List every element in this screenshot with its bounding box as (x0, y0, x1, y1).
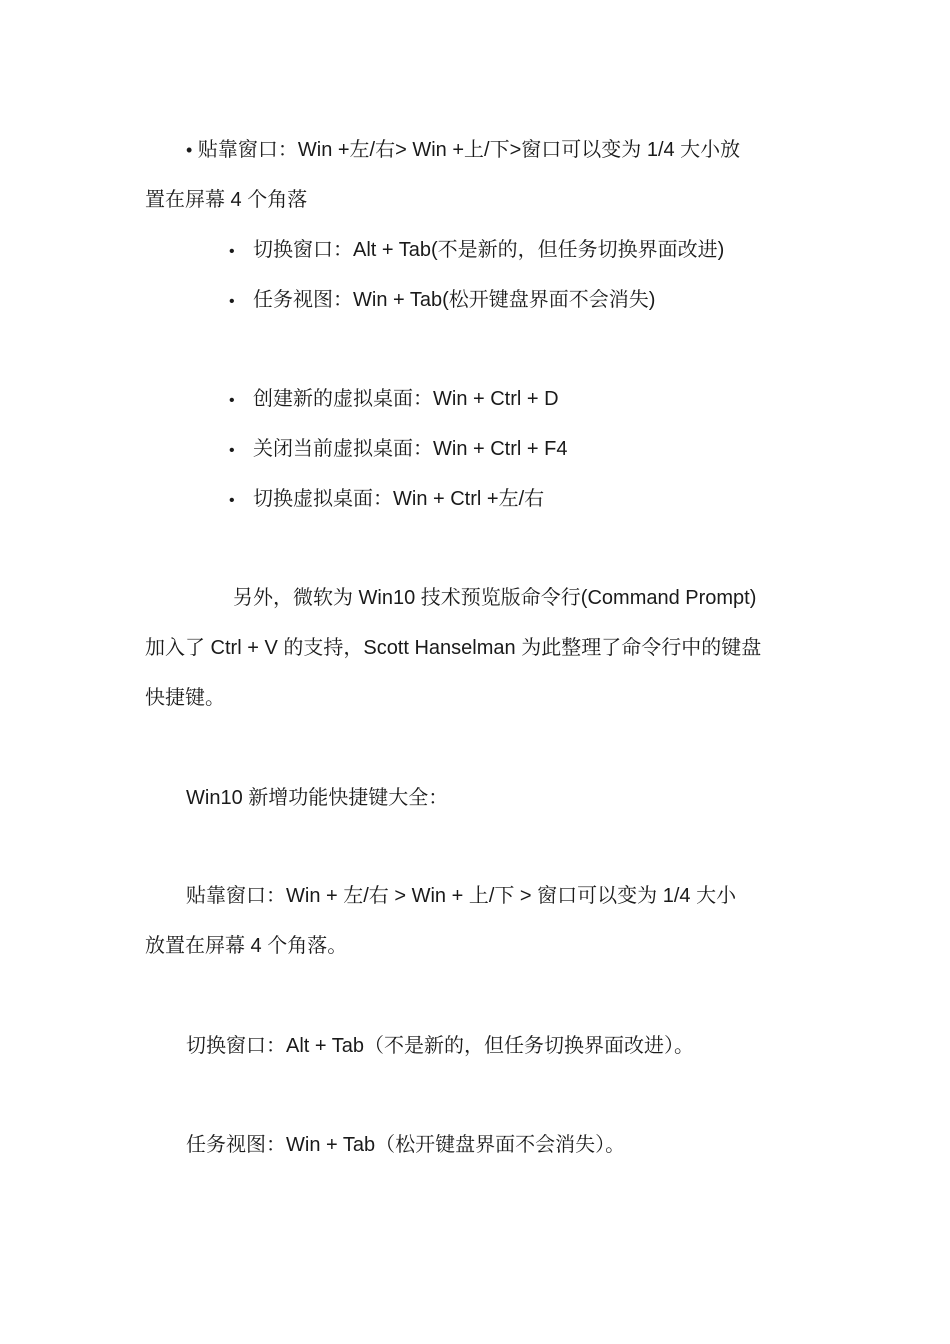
list-item (229, 286, 655, 314)
list-item (229, 385, 559, 413)
section-heading: Win10 新增功能快捷键大全： (186, 787, 449, 809)
list-item-text: 关闭当前虚拟桌面：Win + Ctrl + F4 (253, 438, 568, 460)
paragraph-1-line-1 (186, 136, 740, 164)
paragraph-5: 任务视图：Win + Tab（松开键盘界面不会消失）。 (186, 1134, 626, 1156)
paragraph-3-line-1: 贴靠窗口：Win + 左/右 > Win + 上/下 > 窗口可以变为 1/4 大小 (186, 885, 737, 907)
bullet-dot: • (229, 442, 235, 459)
list-item-text: 切换窗口：Alt + Tab(不是新的，但任务切换界面改进) (253, 239, 725, 261)
bullet-dot: • (229, 392, 235, 409)
bullet-dot: • (229, 293, 235, 310)
bullet-dot: • (186, 140, 193, 160)
paragraph-2-line-2: 加入了 Ctrl + V 的支持，Scott Hanselman 为此整理了命令行中的键盘 (145, 637, 762, 659)
list-item-text: 任务视图：Win + Tab(松开键盘界面不会消失) (253, 289, 656, 311)
list-item-text: 创建新的虚拟桌面：Win + Ctrl + D (253, 388, 559, 410)
bullet-dot: • (229, 492, 235, 509)
list-item (229, 236, 724, 264)
paragraph-2-line-1: 另外，微软为 Win10 技术预览版命令行(Command Prompt) (233, 587, 757, 609)
paragraph-2-line-3: 快捷键。 (145, 687, 225, 709)
paragraph-1-text-1: 贴靠窗口：Win +左/右> Win +上/下>窗口可以变为 1/4 大小放 (197, 139, 741, 161)
paragraph-1-line-2: 置在屏幕 4 个角落 (145, 189, 308, 211)
bullet-dot: • (229, 243, 235, 260)
list-item (229, 435, 567, 463)
list-item (229, 485, 544, 513)
list-item-text: 切换虚拟桌面：Win + Ctrl +左/右 (253, 488, 545, 510)
paragraph-4: 切换窗口：Alt + Tab（不是新的，但任务切换界面改进）。 (186, 1035, 695, 1057)
paragraph-3-line-2: 放置在屏幕 4 个角落。 (145, 935, 348, 957)
